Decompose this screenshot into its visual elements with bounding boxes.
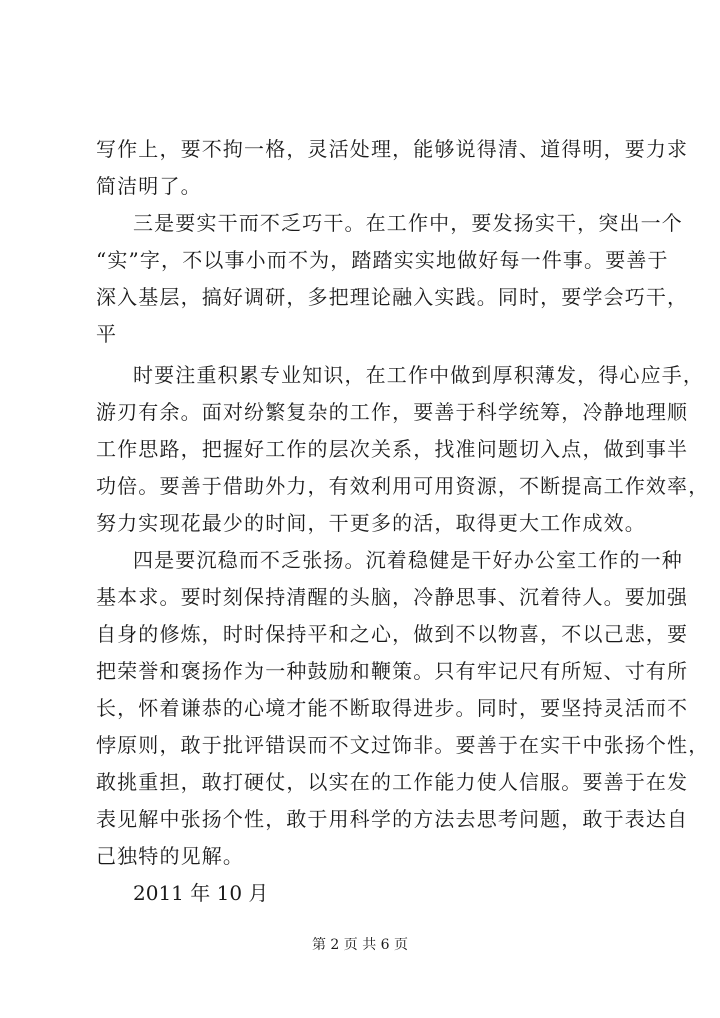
text-line: 功倍。要善于借助外力，有效利用可用资源，不断提高工作效率，	[96, 474, 710, 498]
text-line: 基本求。要时刻保持清醒的头脑，冷静思事、沉着待人。要加强	[96, 585, 689, 609]
text-line: 简洁明了。	[96, 174, 202, 198]
text-line: 努力实现花最少的时间，干更多的活，取得更大工作成效。	[96, 511, 646, 535]
text-line: 四是要沉稳而不乏张扬。沉着稳健是干好办公室工作的一种	[133, 548, 683, 572]
text-line: 长，怀着谦恭的心境才能不断取得进步。同时，要坚持灵活而不	[96, 696, 689, 720]
text-line: 写作上，要不拘一格，灵活处理，能够说得清、道得明，要力求	[96, 137, 689, 161]
text-line: 表见解中张扬个性，敢于用科学的方法去思考问题，敢于表达自	[96, 807, 689, 831]
text-line: 自身的修炼，时时保持平和之心，做到不以物喜，不以己悲，要	[96, 622, 689, 646]
text-line: 己独特的见解。	[96, 844, 245, 868]
text-line: 游刃有余。面对纷繁复杂的工作，要善于科学统筹，冷静地理顺	[96, 400, 689, 424]
text-line: 深入基层，搞好调研，多把理论融入实践。同时，要学会巧干，	[96, 285, 689, 309]
text-line: “实”字，不以事小而不为，踏踏实实地做好每一件事。要善于	[96, 248, 669, 272]
document-date: 2011 年 10 月	[133, 881, 269, 905]
text-line: 时要注重积累专业知识，在工作中做到厚积薄发，得心应手，	[133, 363, 705, 387]
text-line: 三是要实干而不乏巧干。在工作中，要发扬实干，突出一个	[133, 211, 683, 235]
text-line: 悖原则，敢于批评错误而不文过饰非。要善于在实干中张扬个性，	[96, 733, 710, 757]
text-line: 工作思路，把握好工作的层次关系，找准问题切入点，做到事半	[96, 437, 689, 461]
text-line: 把荣誉和褒扬作为一种鼓励和鞭策。只有牢记尺有所短、寸有所	[96, 659, 689, 683]
text-line: 平	[96, 322, 118, 346]
page-number-footer: 第 2 页 共 6 页	[311, 937, 409, 953]
text-line: 敢挑重担，敢打硬仗，以实在的工作能力使人信服。要善于在发	[96, 770, 689, 794]
